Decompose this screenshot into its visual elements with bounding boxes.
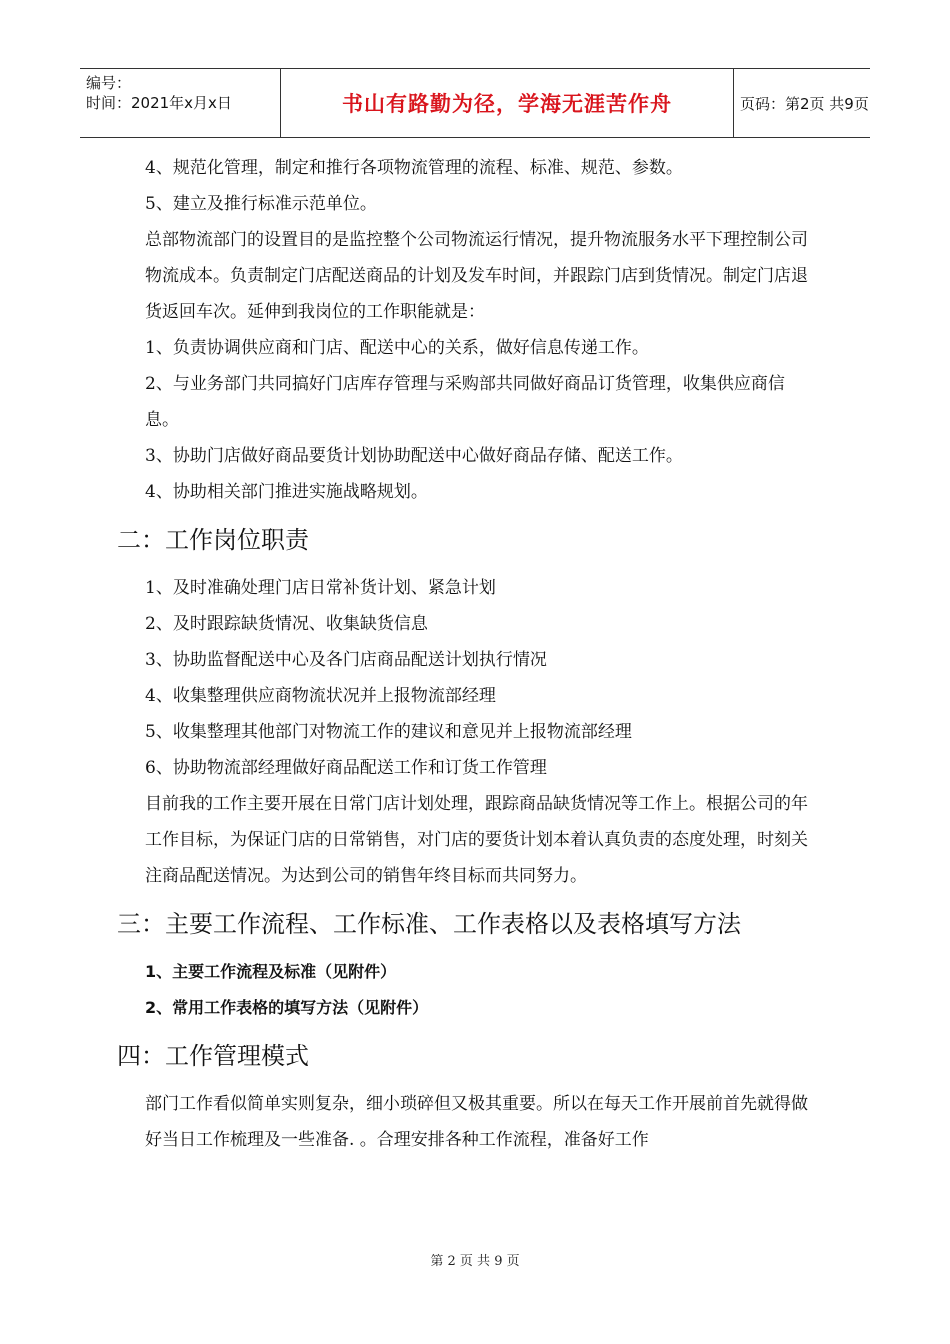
paragraph: 部门工作看似简单实则复杂，细小琐碎但又极其重要。所以在每天工作开展前首先就得做好当日工作梳理及一些准备. 。合理安排各种工作流程，准备好工作 (145, 1094, 808, 1150)
paragraph: 4、收集整理供应商物流状况并上报物流部经理 (145, 686, 496, 706)
header-page-info: 页码：第2页 共9页 (740, 94, 869, 113)
paragraph: 总部物流部门的设置目的是监控整个公司物流运行情况，提升物流服务水平下理控制公司物流成本。负责制定门店配送商品的计划及发车时间，并跟踪门店到货情况。制定门店退货返回车次。延伸到我岗位的工作职能就是： (145, 230, 808, 322)
paragraph: 1、负责协调供应商和门店、配送中心的关系，做好信息传递工作。 (145, 338, 649, 358)
paragraph: 1、主要工作流程及标准（见附件） (145, 962, 397, 981)
section-heading: 四：工作管理模式 (117, 1042, 309, 1070)
paragraph: 5、收集整理其他部门对物流工作的建议和意见并上报物流部经理 (145, 722, 632, 742)
paragraph: 3、协助监督配送中心及各门店商品配送计划执行情况 (145, 650, 547, 670)
paragraph: 6、协助物流部经理做好商品配送工作和订货工作管理 (145, 758, 547, 778)
page-header (80, 68, 870, 138)
page-footer: 第 2 页 共 9 页 (430, 1254, 520, 1269)
document-date: 时间：2021年x月x日 (86, 94, 232, 112)
paragraph: 目前我的工作主要开展在日常门店计划处理，跟踪商品缺货情况等工作上。根据公司的年工作目标，为保证门店的日常销售，对门店的要货计划本着认真负责的态度处理，时刻关注商品配送情况。为达到公司的销售年终目标而共同努力。 (145, 794, 808, 886)
paragraph: 4、协助相关部门推进实施战略规划。 (145, 482, 428, 502)
document-number: 编号： (86, 74, 132, 92)
section-heading: 三：主要工作流程、工作标准、工作表格以及表格填写方法 (117, 910, 741, 938)
paragraph: 3、协助门店做好商品要货计划协助配送中心做好商品存储、配送工作。 (145, 446, 683, 466)
section-heading: 二：工作岗位职责 (117, 526, 309, 554)
paragraph: 5、建立及推行标准示范单位。 (145, 194, 377, 214)
paragraph: 1、及时准确处理门店日常补货计划、紧急计划 (145, 578, 496, 598)
paragraph: 4、规范化管理，制定和推行各项物流管理的流程、标准、规范、参数。 (145, 158, 683, 178)
paragraph: 2、常用工作表格的填写方法（见附件） (145, 998, 429, 1017)
paragraph: 2、及时跟踪缺货情况、收集缺货信息 (145, 614, 428, 634)
header-motto: 书山有路勤为径，学海无涯苦作舟 (280, 69, 734, 137)
document-body (117, 150, 810, 1158)
paragraph: 2、与业务部门共同搞好门店库存管理与采购部共同做好商品订货管理，收集供应商信息。 (145, 374, 785, 430)
header-meta (86, 73, 276, 113)
